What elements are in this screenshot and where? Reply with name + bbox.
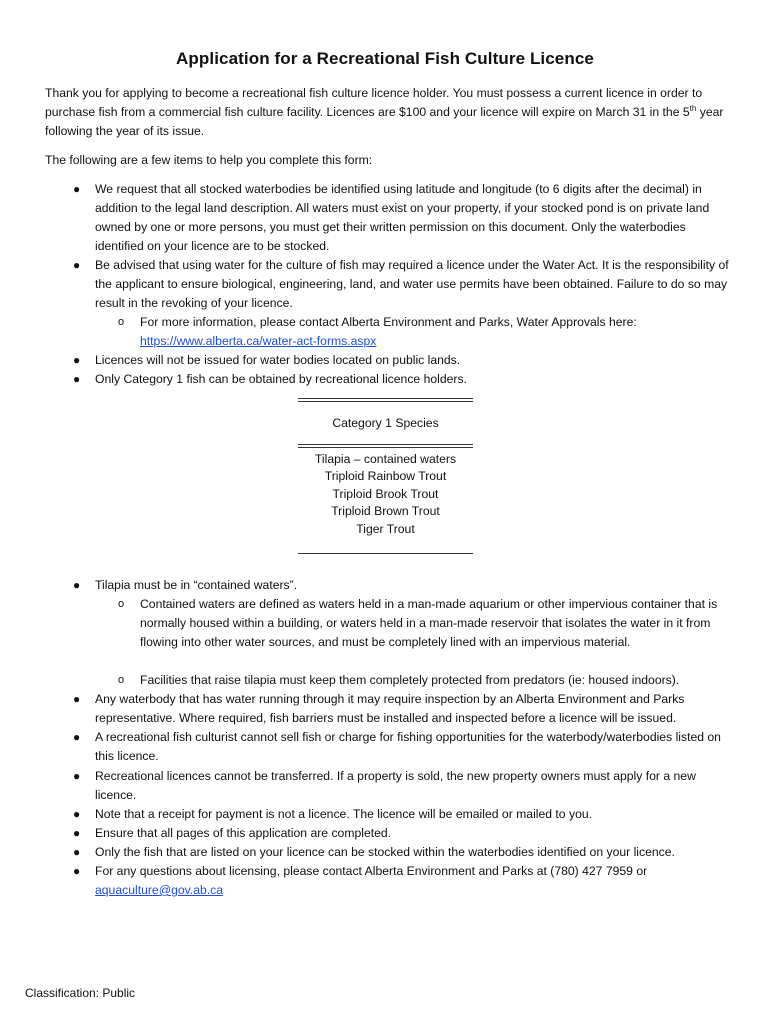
bullet-glyph: ● [73, 730, 81, 744]
list-item: We request that all stocked waterbodies be identified using latitude and longitude (to 6 digits after the decimal) in addition to the legal land description. All waters must exist on your property, if your stocked pond is on private land owned by one or more persons, you must get their written permission on this document. Only the waterbodies identified on your licence are to be stocked. [95, 182, 710, 253]
bullet-glyph: ● [73, 353, 81, 367]
intro-paragraph [45, 84, 735, 141]
page-title: Application for a Recreational Fish Culture Licence [176, 49, 594, 68]
bullet-glyph: ● [73, 258, 81, 272]
lead-paragraph: The following are a few items to help you complete this form: [45, 153, 373, 167]
contact-item [95, 862, 735, 900]
bullet-glyph: ● [73, 826, 81, 840]
list-item: Recreational licences cannot be transferred. If a property is sold, the new property owners must apply for a new licence. [95, 769, 696, 802]
intro-text-end: year following the year of its issue. [45, 105, 724, 138]
species-row: Triploid Brook Trout [332, 487, 439, 501]
table-top-rule [298, 398, 473, 402]
sub-bullet-glyph: o [118, 598, 125, 610]
sub-bullet-glyph: o [118, 674, 125, 686]
list-item: Only the fish that are listed on your licence can be stocked within the waterbodies identified on your licence. [95, 845, 675, 859]
contact-text: For any questions about licensing, please contact Alberta Environment and Parks at (780) 427 7959 or [95, 864, 648, 878]
bullet-glyph: ● [73, 692, 81, 706]
water-info-text: For more information, please contact Alberta Environment and Parks, Water Approvals here: [140, 315, 637, 329]
classification-footer: Classification: Public [25, 986, 136, 1000]
species-table-header: Category 1 Species [332, 416, 439, 430]
list-item: Licences will not be issued for water bodies located on public lands. [95, 353, 461, 367]
species-row: Triploid Rainbow Trout [324, 469, 447, 483]
bullet-glyph: ● [73, 372, 81, 386]
list-item: Any waterbody that has water running through it may require inspection by an Alberta Environment and Parks representative. Where required, fish barriers must be installed and inspected before a licence will be issued. [95, 692, 685, 725]
table-bottom-rule [298, 553, 473, 554]
list-item: Only Category 1 fish can be obtained by recreational licence holders. [95, 372, 467, 386]
list-item: Ensure that all pages of this application are completed. [95, 826, 392, 840]
list-item: A recreational fish culturist cannot sell fish or charge for fishing opportunities for the waterbody/waterbodies listed on this licence. [95, 730, 721, 763]
species-row: Triploid Brown Trout [331, 504, 440, 518]
list-item: Be advised that using water for the culture of fish may required a licence under the Water Act. It is the responsibility of the applicant to ensure biological, engineering, land, and water use permits have been obtained. Failure to do so may result in the revoking of your licence. [95, 258, 729, 310]
bullet-glyph: ● [73, 864, 81, 878]
bullet-glyph: ● [73, 845, 81, 859]
sub-bullet-glyph: o [118, 316, 125, 328]
bullet-glyph: ● [73, 807, 81, 821]
sub-list-item: Contained waters are defined as waters held in a man-made aquarium or other impervious container that is normally housed within a building, or waters held in a man-made reservoir that isolates the water in it from flowing into other water sources, and must be completely lined with an impervious material. [140, 597, 718, 649]
water-act-forms-link[interactable]: https://www.alberta.ca/water-act-forms.aspx [140, 334, 377, 348]
bullet-glyph: ● [73, 182, 81, 196]
bullet-glyph: ● [73, 578, 81, 592]
water-info-item [140, 313, 735, 351]
bullet-glyph: ● [73, 769, 81, 783]
sub-list-item: Facilities that raise tilapia must keep them completely protected from predators (ie: housed indoors). [140, 673, 680, 687]
ordinal-superscript: th [689, 103, 697, 113]
list-item: Tilapia must be in “contained waters”. [95, 578, 298, 592]
intro-text: Thank you for applying to become a recreational fish culture licence holder. You must possess a current licence in order to purchase fish from a commercial fish culture facility. Licences are $100 and your licence will expire on March 31 in the 5 [45, 86, 703, 119]
table-header-rule [298, 444, 473, 448]
list-item: Note that a receipt for payment is not a licence. The licence will be emailed or mailed to you. [95, 807, 593, 821]
species-row: Tiger Trout [356, 522, 415, 536]
species-row: Tilapia – contained waters [314, 452, 457, 466]
aquaculture-email-link[interactable]: aquaculture@gov.ab.ca [95, 883, 224, 897]
